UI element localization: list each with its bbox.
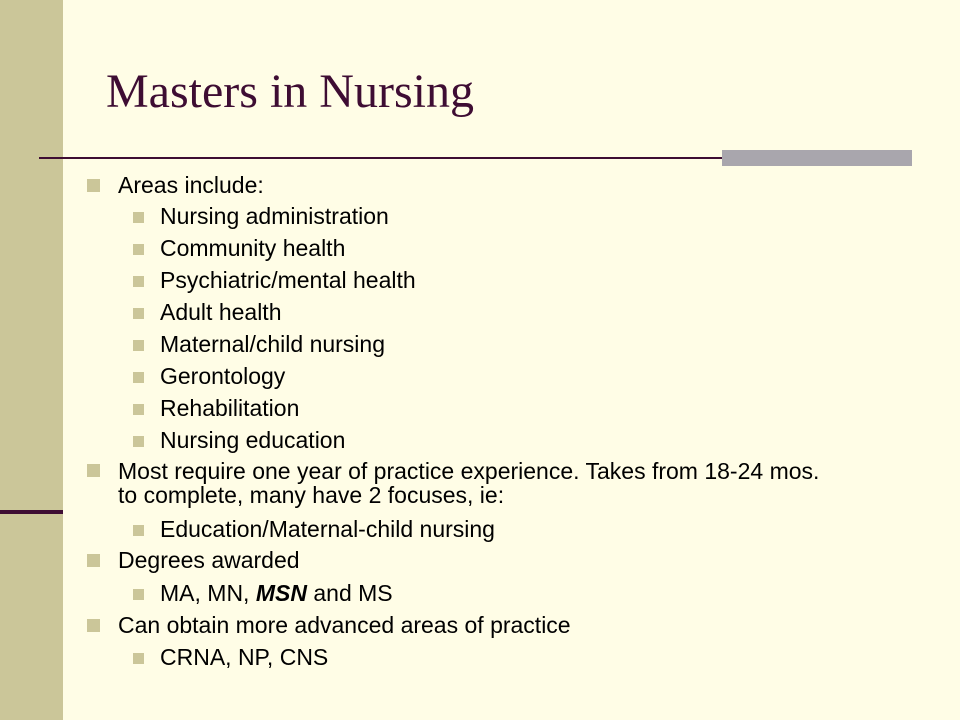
sub-bullet-marker bbox=[133, 372, 144, 383]
degrees-text-part1: MA, MN, bbox=[160, 580, 250, 606]
bullet-advanced-heading: Can obtain more advanced areas of practice bbox=[118, 612, 571, 638]
sub-bullet-area: Community health bbox=[160, 235, 346, 261]
sub-bullet-advanced-list: CRNA, NP, CNS bbox=[160, 644, 329, 670]
sub-bullet-area: Rehabilitation bbox=[160, 395, 300, 421]
sub-bullet-marker bbox=[133, 244, 144, 255]
bullet-marker bbox=[87, 554, 100, 567]
sub-bullet-marker bbox=[133, 436, 144, 447]
bullet-practice-line-2: to complete, many have 2 focuses, ie: bbox=[118, 482, 505, 508]
degrees-text-part2: and MS bbox=[313, 580, 393, 606]
sub-bullet-area: Adult health bbox=[160, 299, 282, 325]
bullet-practice-line-1: Most require one year of practice experience. Takes from 18-24 mos. bbox=[118, 458, 820, 484]
band-accent-line bbox=[0, 510, 63, 514]
sub-bullet-marker bbox=[133, 525, 144, 536]
bullet-marker bbox=[87, 464, 100, 477]
sub-bullet-focus-example: Education/Maternal-child nursing bbox=[160, 516, 495, 542]
sub-bullet-marker bbox=[133, 308, 144, 319]
sub-bullet-area: Psychiatric/mental health bbox=[160, 267, 416, 293]
sub-bullet-area: Gerontology bbox=[160, 363, 286, 389]
sub-bullet-marker bbox=[133, 404, 144, 415]
title-accent-bar bbox=[722, 150, 912, 166]
degrees-text-emphasis: MSN bbox=[255, 580, 307, 606]
bullet-marker bbox=[87, 179, 100, 192]
bullet-degrees-heading: Degrees awarded bbox=[118, 547, 300, 573]
sub-bullet-area: Maternal/child nursing bbox=[160, 331, 386, 357]
sub-bullet-marker bbox=[133, 340, 144, 351]
sub-bullet-degrees bbox=[160, 580, 393, 607]
bullet-areas-heading: Areas include: bbox=[118, 172, 264, 198]
sub-bullet-marker bbox=[133, 212, 144, 223]
left-decorative-band bbox=[0, 0, 63, 720]
sub-bullet-marker bbox=[133, 589, 144, 600]
sub-bullet-marker bbox=[133, 653, 144, 664]
sub-bullet-area: Nursing administration bbox=[160, 203, 389, 229]
sub-bullet-marker bbox=[133, 276, 144, 287]
slide-title: Masters in Nursing bbox=[106, 65, 474, 118]
sub-bullet-area: Nursing education bbox=[160, 427, 346, 453]
bullet-marker bbox=[87, 619, 100, 632]
